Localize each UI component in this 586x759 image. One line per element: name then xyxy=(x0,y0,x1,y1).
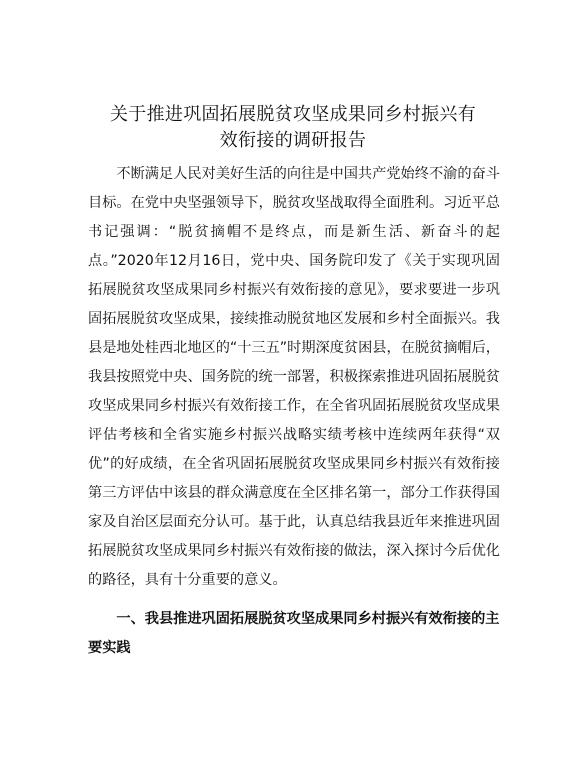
title-line-1: 关于推进巩固拓展脱贫攻坚成果同乡村振兴有 xyxy=(110,104,476,125)
title-line-2: 效衔接的调研报告 xyxy=(219,130,367,151)
intro-paragraph: 不断满足人民对美好生活的向往是中国共产党始终不渝的奋斗目标。在党中央坚强领导下，脱贫攻坚战取得全面胜利。习近平总书记强调：“脱贫摘帽不是终点，而是新生活、新奋斗的起点。”2020年12月16日，党中央、国务院印发了《关于实现巩固拓展脱贫攻坚成果同乡村振兴有效衔接的意见》，要求要进一步巩固拓展脱贫攻坚成果，接续推动脱贫地区发展和乡村全面振兴。我县是地处桂西北地区的“十三五”时期深度贫困县，在脱贫摘帽后，我县按照党中央、国务院的统一部署，积极探索推进巩固拓展脱贫攻坚成果同乡村振兴有效衔接工作，在全省巩固拓展脱贫攻坚成果评估考核和全省实施乡村振兴战略实绩考核中连续两年获得“双优”的好成绩，在全省巩固拓展脱贫攻坚成果同乡村振兴有效衔接第三方评估中该县的群众满意度在全区排名第一，部分工作获得国家及自治区层面充分认可。基于此，认真总结我县近年来推进巩固拓展脱贫攻坚成果同乡村振兴有效衔接的做法，深入探讨今后优化的路径，具有十分重要的意义。 xyxy=(88,166,500,588)
document-body xyxy=(88,160,500,663)
section-heading: 一、我县推进巩固拓展脱贫攻坚成果同乡村振兴有效衔接的主要实践 xyxy=(88,611,500,656)
document-title xyxy=(80,102,506,154)
